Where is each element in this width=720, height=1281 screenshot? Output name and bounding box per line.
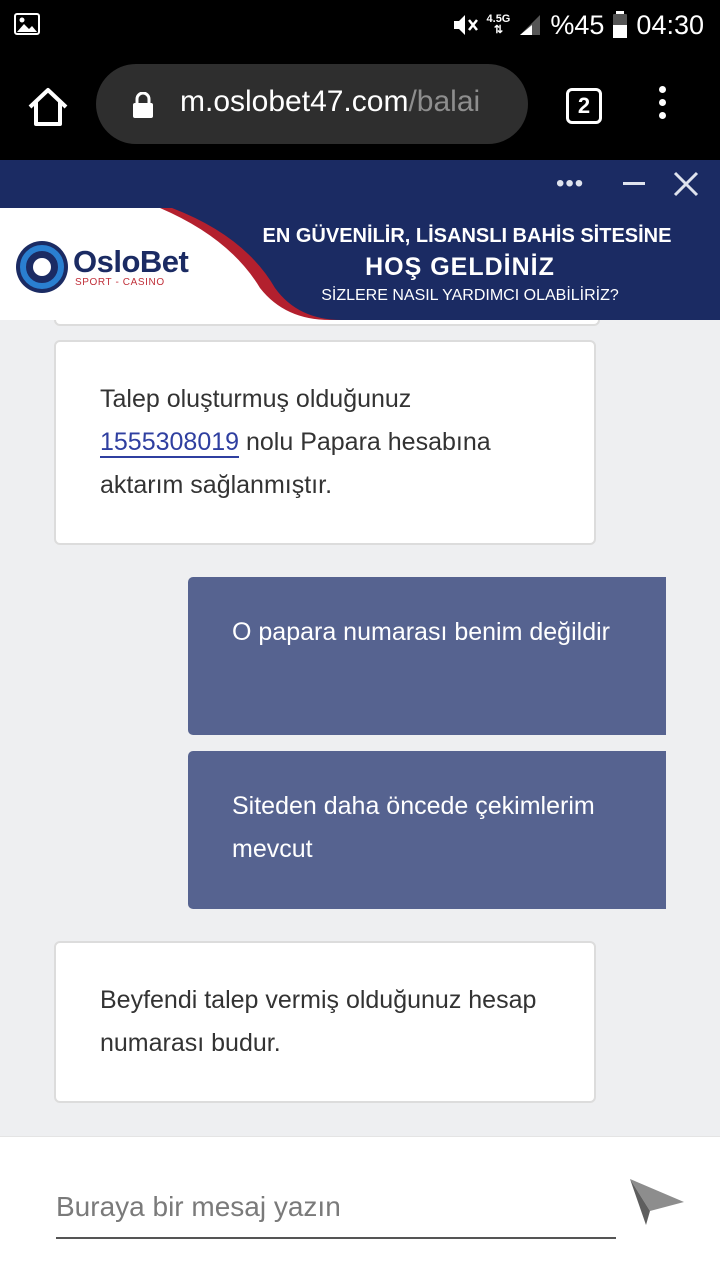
message-composer: [0, 1136, 720, 1281]
banner-subline: SİZLERE NASIL YARDIMCI OLABİLİRİZ?: [321, 287, 619, 304]
battery-percent: %45: [550, 9, 605, 40]
battery-icon: [612, 11, 628, 39]
browser-toolbar: [0, 50, 720, 160]
chat-widget-header: [0, 160, 720, 208]
url-text: [180, 85, 510, 119]
chat-messages[interactable]: [0, 320, 720, 1136]
minimize-icon[interactable]: [623, 182, 645, 185]
close-icon[interactable]: [672, 170, 700, 198]
url-path: /balai: [408, 85, 481, 118]
message-text: O papara numarası benim değildir: [232, 618, 610, 646]
agent-message: [54, 941, 596, 1103]
message-text: Talep oluşturmuş olduğunuz: [100, 385, 412, 413]
overflow-menu-icon[interactable]: [652, 86, 672, 126]
logo-name: OsloBet: [73, 244, 189, 279]
user-message: [188, 577, 666, 735]
clock: 04:30: [636, 9, 704, 40]
lock-icon: [132, 92, 154, 118]
message-input[interactable]: [56, 1177, 616, 1239]
logo-subtitle: SPORT - CASINO: [75, 277, 165, 288]
message-text: nolu Papara hesabına aktarım sağlanmıştır.: [100, 428, 491, 499]
url-domain: m.oslobet47.com: [180, 85, 409, 118]
home-icon[interactable]: [26, 85, 70, 129]
more-options-icon[interactable]: •••: [556, 170, 585, 197]
welcome-banner: [0, 208, 720, 320]
network-type: 4.5G: [486, 13, 511, 25]
mute-icon: [451, 12, 479, 38]
user-message: [188, 751, 666, 909]
send-icon[interactable]: [628, 1177, 686, 1227]
previous-message-card: [54, 320, 600, 326]
tab-switcher-button[interactable]: 2: [566, 88, 602, 124]
agent-message: [54, 340, 596, 545]
banner-headline: EN GÜVENİLİR, LİSANSLI BAHİS SİTESİNE: [262, 225, 672, 247]
signal-icon: [518, 13, 542, 37]
network-indicator: 4.5G ⇅: [486, 13, 511, 36]
account-number-link[interactable]: 1555308019: [100, 428, 240, 456]
status-bar: [0, 0, 720, 50]
address-bar[interactable]: [96, 64, 528, 144]
message-text: Beyfendi talep vermiş olduğunuz hesap numarası budur.: [100, 986, 537, 1057]
banner-welcome: HOŞ GELDİNİZ: [365, 253, 555, 281]
message-text: Siteden daha öncede çekimlerim mevcut: [232, 792, 595, 863]
oslobet-logo-icon: [15, 240, 69, 294]
gallery-notification-icon: [14, 13, 40, 35]
